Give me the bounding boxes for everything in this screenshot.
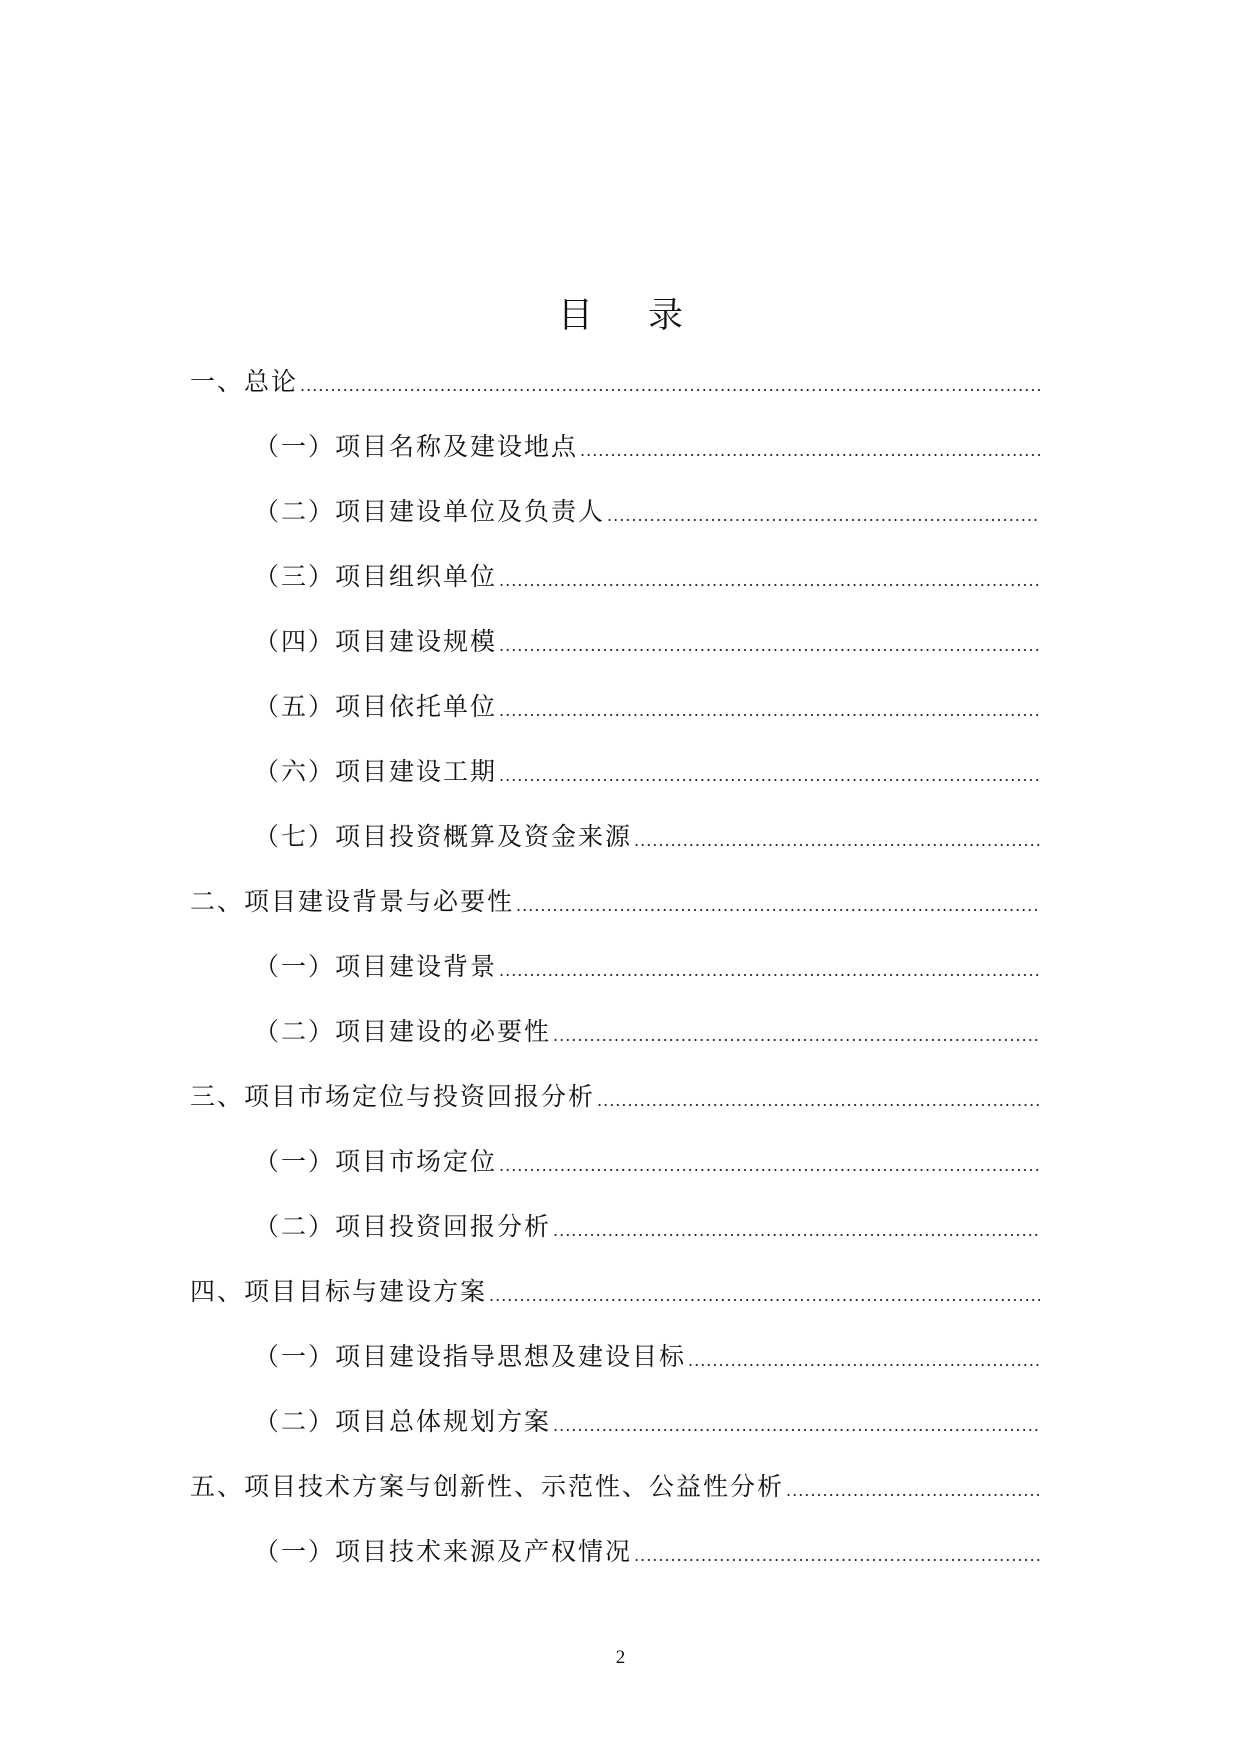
toc-entry-label: 四、项目目标与建设方案 <box>190 1277 488 1306</box>
toc-entry-section[interactable] <box>254 1207 1040 1247</box>
toc-entry-section[interactable] <box>254 557 1040 597</box>
toc-entry-chapter[interactable] <box>190 1272 1040 1312</box>
toc-dot-leader <box>580 442 1040 460</box>
toc-dot-leader <box>786 1482 1040 1500</box>
toc-entry-label: （一）项目建设背景 <box>254 952 498 981</box>
toc-dot-leader <box>634 832 1040 850</box>
toc-entry-label: （二）项目建设单位及负责人 <box>254 497 606 526</box>
toc-entry-section[interactable] <box>254 427 1040 467</box>
toc-entry-label: （四）项目建设规模 <box>254 627 498 656</box>
toc-entry-section[interactable] <box>254 817 1040 857</box>
toc-entry-section[interactable] <box>254 947 1040 987</box>
toc-entry-label: 二、项目建设背景与必要性 <box>190 887 515 916</box>
toc-dot-leader <box>489 1287 1040 1305</box>
toc-entry-label: 三、项目市场定位与投资回报分析 <box>190 1082 596 1111</box>
toc-dot-leader <box>499 767 1040 785</box>
toc-entry-section[interactable] <box>254 687 1040 727</box>
toc-entry-label: （一）项目技术来源及产权情况 <box>254 1537 633 1566</box>
toc-entry-chapter[interactable] <box>190 362 1040 402</box>
toc-entry-section[interactable] <box>254 1142 1040 1182</box>
toc-dot-leader <box>553 1222 1040 1240</box>
toc-dot-leader <box>516 897 1040 915</box>
toc-dot-leader <box>688 1352 1040 1370</box>
toc-entry-label: （三）项目组织单位 <box>254 562 498 591</box>
toc-dot-leader <box>499 962 1040 980</box>
page-title: 目 录 <box>557 296 706 336</box>
toc-entry-section[interactable] <box>254 492 1040 532</box>
toc-entry-section[interactable] <box>254 622 1040 662</box>
toc-entry-label: （二）项目建设的必要性 <box>254 1017 552 1046</box>
page-number: 2 <box>615 1647 626 1668</box>
toc-dot-leader <box>499 1157 1040 1175</box>
toc-dot-leader <box>553 1417 1040 1435</box>
toc-dot-leader <box>607 507 1040 525</box>
toc-dot-leader <box>300 377 1040 395</box>
toc-entry-label: （一）项目名称及建设地点 <box>254 432 579 461</box>
toc-entry-section[interactable] <box>254 1532 1040 1572</box>
toc-dot-leader <box>499 702 1040 720</box>
toc-entry-chapter[interactable] <box>190 882 1040 922</box>
toc-entry-label: （二）项目投资回报分析 <box>254 1212 552 1241</box>
toc-dot-leader <box>499 637 1040 655</box>
toc-entry-label: 五、项目技术方案与创新性、示范性、公益性分析 <box>190 1472 785 1501</box>
toc-entry-label: （七）项目投资概算及资金来源 <box>254 822 633 851</box>
toc-entry-label: （五）项目依托单位 <box>254 692 498 721</box>
toc-entry-label: （六）项目建设工期 <box>254 757 498 786</box>
toc-dot-leader <box>597 1092 1040 1110</box>
toc-entry-label: （二）项目总体规划方案 <box>254 1407 552 1436</box>
toc-entry-chapter[interactable] <box>190 1077 1040 1117</box>
toc-entry-section[interactable] <box>254 1012 1040 1052</box>
toc-entry-section[interactable] <box>254 752 1040 792</box>
toc-entry-label: （一）项目市场定位 <box>254 1147 498 1176</box>
toc-dot-leader <box>553 1027 1040 1045</box>
toc-entry-label: （一）项目建设指导思想及建设目标 <box>254 1342 687 1371</box>
toc-entry-section[interactable] <box>254 1337 1040 1377</box>
toc-entry-label: 一、总论 <box>190 367 299 396</box>
toc-entry-chapter[interactable] <box>190 1467 1040 1507</box>
toc-dot-leader <box>499 572 1040 590</box>
toc-dot-leader <box>634 1547 1040 1565</box>
toc-entry-section[interactable] <box>254 1402 1040 1442</box>
